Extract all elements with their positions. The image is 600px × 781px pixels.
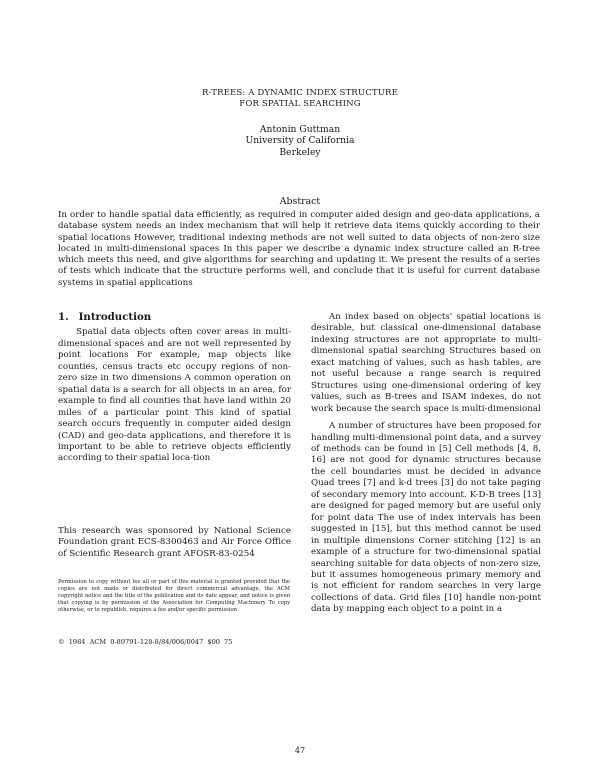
author-location: Berkeley xyxy=(279,146,321,158)
abstract-text: In order to handle spatial data efficiently, as required in computer aided design and geo-data applications, a database system needs an index mechanism that will help it retrieve data items quickly according to their spatial locations However, traditional indexing methods are not well suited to data objects of non-zero size located in multi-dimensional spaces In this paper we describe a dynamic index structure called an R-tree which meets this need, and give algorithms for searching and updating it. We present the results of a series of tests which indicate that the structure performs well, and conclude that it is useful for current database systems in spatial applications xyxy=(58,210,540,288)
author-affiliation: University of California xyxy=(245,135,355,147)
intro-paragraph-3: A number of structures have been proposed for handling multi-dimensional point data, and a survey of methods can be found in [5] Cell methods [4, 8, 16] are not good for dynamic structures because the cell boundaries must be decided in advance Quad trees [7] and k-d trees [3] do not take paging of secondary memory into account. K-D-B trees [13] are designed for paged memory but are useful only for point data The use of index intervals has been suggested in [15], but this method cannot be used in multiple dimensions Corner stitching [12] is an example of a structure for two-dimensional spatial searching suitable for data objects of non-zero size, but it assumes homogeneous primary memory and is not efficient for random searches in very large collections of data. Grid files [10] handle non-point data by mapping each object to a point in a xyxy=(311,421,541,615)
right-column xyxy=(311,312,541,616)
paper-title xyxy=(0,88,600,110)
title-line-2: FOR SPATIAL SEARCHING xyxy=(239,99,361,109)
title-line-1: R-TREES: A DYNAMIC INDEX STRUCTURE xyxy=(201,88,398,98)
sponsor-footnote: This research was sponsored by National Science Foundation grant ECS-8300463 and Air Force Office of Scientific Research grant AFOSR-83-0254 xyxy=(58,526,291,559)
permission-notice: Permission to copy without fee all or part of this material is granted provided that the copies are not made or distributed for direct commercial advantage, the ACM copyright notice and the title of the publication and its date appear, and notice is given that copying is by permission of the Association for Computing Machinery To copy otherwise, or to republish, requires a fee and/or specific permission xyxy=(58,579,290,613)
copyright-line: © 1984 ACM 0-89791-128-8/84/006/0047 $00 75 xyxy=(58,638,233,646)
left-column xyxy=(58,312,291,465)
intro-paragraph-2: An index based on objects' spatial locations is desirable, but classical one-dimensional database indexing structures are not appropriate to multi-dimensional spatial searching Structures based on exact matching of values, such as hash tables, are not useful because a range search is required Structures using one-dimensional ordering of key values, such as B-trees and ISAM indexes, do not work because the search space is multi-dimensional xyxy=(311,312,541,414)
intro-paragraph-1: Spatial data objects often cover areas in multi-dimensional spaces and are not well represented by point locations For example, map objects like counties, census tracts etc occupy regions of non-zero size in two dimensions A common operation on spatial data is a search for all objects in an area, for example to find all counties that have land within 20 miles of a particular point This kind of spatial search occurs frequently in computer aided design (CAD) and geo-data applications, and therefore it is important to be able to retrieve objects efficiently according to their spatial loca-tion xyxy=(58,327,291,464)
section-heading xyxy=(58,312,291,323)
footnote-divider xyxy=(58,518,290,519)
page-number: 47 xyxy=(294,746,306,755)
author-block xyxy=(0,124,600,158)
author-name: Antonin Guttman xyxy=(259,124,341,135)
section-title: Introduction xyxy=(78,311,152,323)
abstract-heading: Abstract xyxy=(279,196,321,207)
section-number: 1. xyxy=(58,311,69,323)
